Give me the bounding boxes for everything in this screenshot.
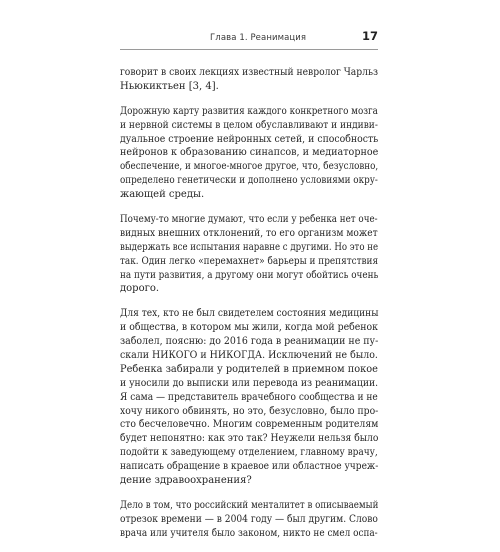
paragraph	[120, 307, 378, 488]
paragraph	[120, 213, 378, 296]
text-line: скали НИКОГО и НИКОГДА. Исключений не было.	[120, 350, 378, 362]
text-line: отрезок времени — в 2004 году — был другим. Слово	[120, 513, 378, 525]
text-line: подойти к заведующему отделением, главному врачу,	[120, 447, 378, 459]
text-line: дорого.	[120, 283, 160, 295]
text-line: говорит в своих лекциях известный невролог Чарльз	[120, 67, 379, 78]
paragraph	[120, 499, 378, 541]
paragraph	[120, 66, 378, 94]
text-line: так. Один легко «перемахнет» барьеры и препятствия	[120, 255, 379, 267]
text-line: видных внешних отклонений, то его организм может	[120, 227, 378, 239]
text-line: будет непонятно: как это так? Неужели нельзя было	[120, 433, 379, 445]
running-header	[120, 27, 378, 50]
text-line: определено генетически и дополнено условиями окру-	[120, 175, 378, 187]
text-line: и нервной системы в целом обуславливают и индиви-	[120, 119, 378, 131]
text-line: Для тех, кто не был свидетелем состояния медицины	[120, 308, 379, 320]
text-line: дение здравоохранения?	[120, 475, 252, 487]
text-line: на пути развития, а другому они могут обойтись очень	[120, 269, 379, 281]
text-line: и уносили до выписки или перевода из реанимации.	[120, 377, 379, 389]
text-line: Ньюкиктьен [3, 4].	[120, 80, 219, 92]
text-line: выдержать все испытания наравне с другими. Но это не	[120, 241, 379, 253]
text-line: и общества, в котором мы жили, когда мой ребенок	[120, 322, 379, 334]
text-line: заболел, поясню: до 2016 года в реанимации не пу-	[120, 336, 379, 348]
paragraph	[120, 105, 378, 202]
text-line: нейронов к образованию синапсов, и медиаторное	[120, 147, 379, 159]
text-line: врача или учителя было законом, никто не смел оспа-	[120, 527, 378, 539]
text-line: Дорожную карту развития каждого конкретного мозга	[120, 105, 378, 117]
text-line: дуальное строение нейронных сетей, и способность	[120, 133, 379, 145]
text-line: Почему-то многие думают, что если у ребенка нет оче-	[120, 214, 378, 226]
text-line: жающей среды.	[120, 189, 205, 201]
text-line: хочу никого обвинять, но это, безусловно, было про-	[120, 405, 379, 417]
text-line: Я сама — представитель врачебного сообщества и не	[120, 391, 378, 403]
page-number: 17	[361, 29, 378, 43]
text-line: сто бесчеловечно. Многим современным родителям	[120, 419, 379, 431]
text-line: написать обращение в краевое или областное учреж-	[120, 461, 379, 473]
text-line: Ребенка забирали у родителей в приемном покое	[120, 363, 378, 375]
body-text	[120, 66, 378, 552]
text-line: обеспечение, и многое-многое другое, что, безусловно,	[120, 161, 379, 173]
chapter-title: Глава 1. Реанимация	[210, 33, 307, 43]
text-line: Дело в том, что российский менталитет в описываемый	[120, 499, 379, 511]
